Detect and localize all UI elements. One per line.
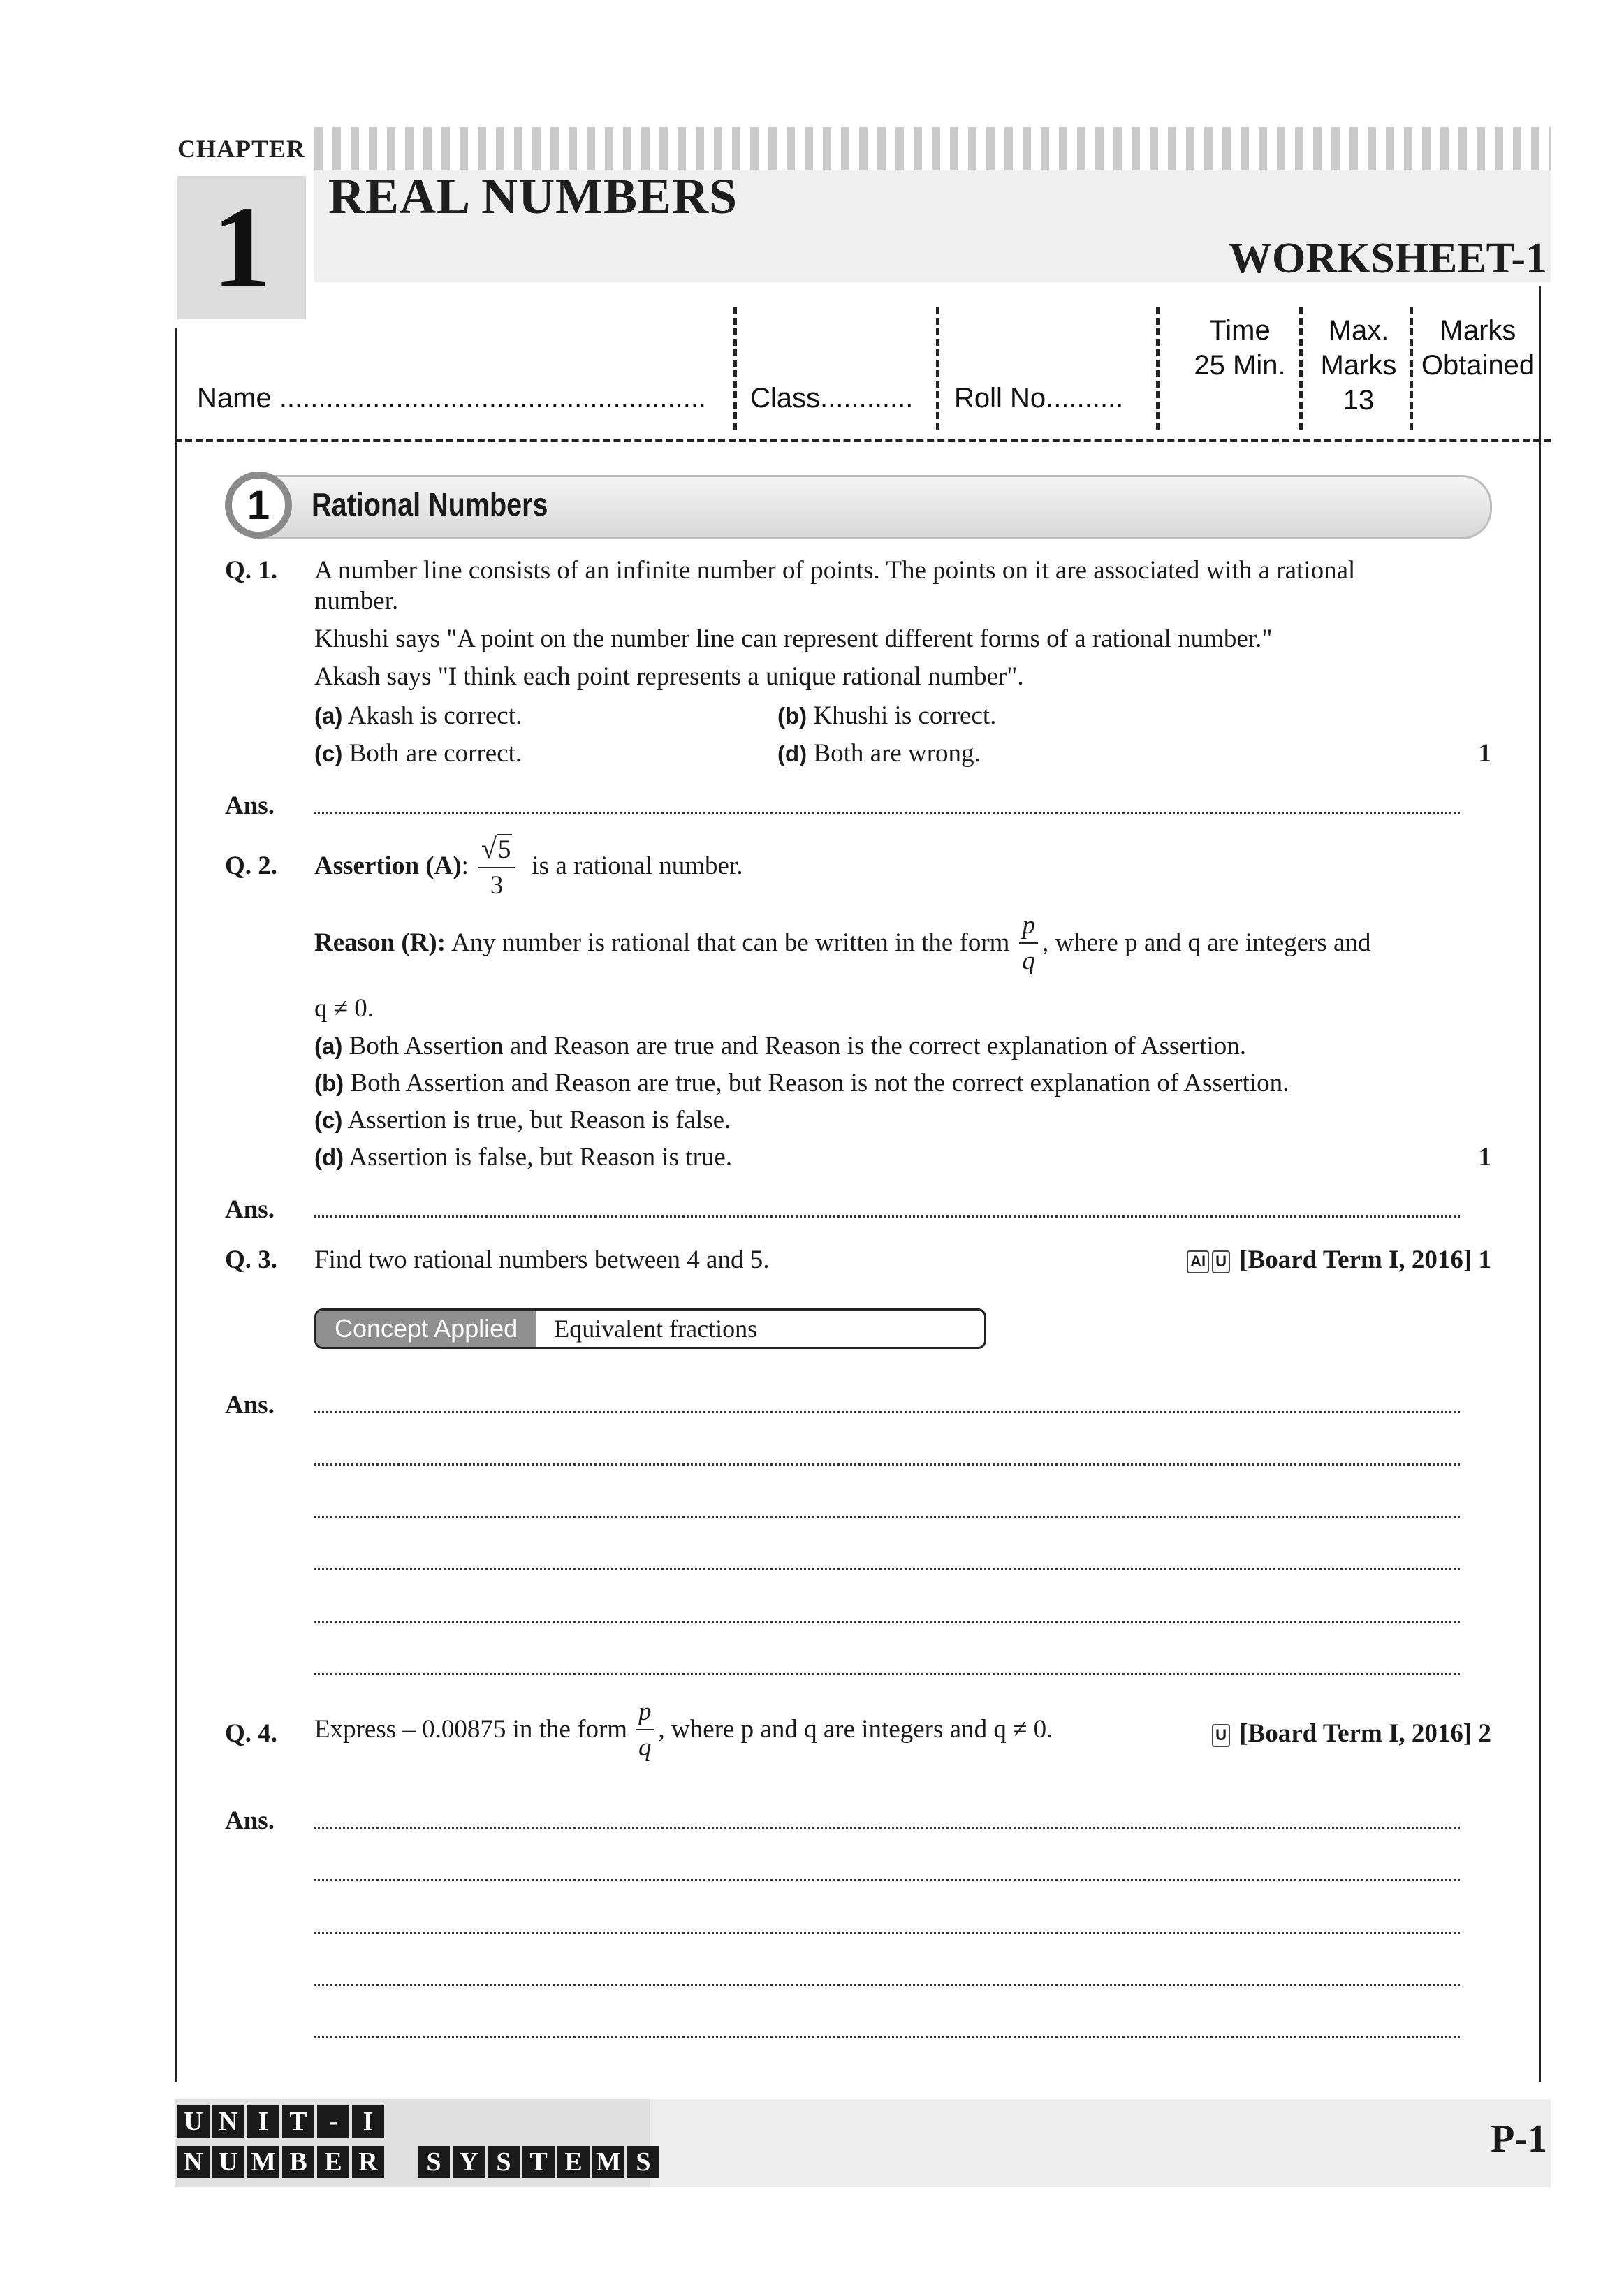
q2-assertion: Assertion (A) : $\frac{√5}{3}$ is a rational number. [314,833,743,900]
q1-option-d[interactable] [777,738,981,769]
reason-label: Reason (R): [314,928,446,957]
q4-board: [Board Term I, 2016] 2 [1239,1719,1491,1748]
max-label: Max. [1328,315,1389,346]
u-tag-icon: U [1212,1724,1230,1747]
option-text: Both Assertion and Reason are true, but Reason is not the correct explanation of Assertion. [350,1069,1289,1097]
option-letter: (c) [314,740,343,766]
option-text: Assertion is false, but Reason is true. [349,1143,733,1171]
q1-option-c[interactable] [314,738,522,769]
q3-board: [Board Term I, 2016] 1 [1239,1246,1491,1274]
footer-letter: N [177,2146,210,2178]
q1-option-b[interactable] [777,701,996,731]
ai-tag-icon: AI [1187,1250,1209,1273]
divider [1156,307,1160,430]
marks-obtained-cell[interactable] [1415,313,1541,383]
section-title: Rational Numbers [312,486,548,523]
divider [733,307,737,430]
footer-letter: N [212,2105,244,2138]
sqrt-radicand: 5 [497,835,511,864]
footer-letter: M [592,2146,624,2178]
class-field[interactable]: Class............ [750,383,914,414]
divider [1299,307,1303,430]
q4-label: Q. 4. [225,1719,278,1748]
q3-ans-label: Ans. [225,1391,275,1419]
q2-label: Q. 2. [225,852,278,880]
obtained-label: Marks [1440,315,1516,346]
reason-fraction [1019,912,1038,974]
time-value: 25 Min. [1194,350,1286,381]
footer-letter: R [352,2146,384,2178]
option-letter: (b) [777,703,807,729]
answer-line[interactable] [314,1463,1460,1466]
q3-board-ref [1187,1245,1491,1276]
option-letter: (b) [314,1070,344,1096]
option-letter: (d) [314,1144,344,1170]
footer-letter: E [557,2146,590,2178]
answer-line[interactable] [314,1215,1460,1218]
footer-letter: I [247,2105,279,2138]
footer-letter: M [247,2146,279,2178]
u-tag-icon: U [1212,1250,1230,1273]
q2-option-a[interactable] [314,1031,1246,1062]
q4-board-ref [1212,1718,1491,1749]
q1-label: Q. 1. [225,556,278,585]
frac-num: p [638,1698,652,1726]
q3-label: Q. 3. [225,1246,278,1274]
q1-line3: Khushi says "A point on the number line can represent different forms of a rational number." [314,625,1273,653]
assertion-text: is a rational number. [532,852,743,881]
answer-line[interactable] [314,1932,1460,1934]
max-marks-cell [1306,313,1411,418]
roll-field[interactable]: Roll No.......... [954,383,1124,414]
frac-num: p [1022,911,1035,940]
q4-fraction [636,1699,654,1760]
q2-option-b[interactable] [314,1068,1289,1099]
answer-line[interactable] [314,1827,1460,1829]
option-letter: (a) [314,703,343,729]
worksheet-title: WORKSHEET-1 [1229,235,1547,282]
footer-letter: S [627,2146,659,2178]
unit-name [177,2146,662,2178]
q2-option-c[interactable] [314,1105,731,1136]
footer-letter: S [418,2146,450,2178]
max-value: 13 [1343,385,1375,416]
frac-den: q [638,1733,652,1762]
option-text: Both Assertion and Reason are true and Reason is the correct explanation of Assertion. [349,1032,1246,1060]
footer-letter: U [177,2105,210,2138]
option-text: Assertion is true, but Reason is false. [347,1106,731,1134]
name-field[interactable]: Name ....................................................... [197,383,707,414]
divider [936,307,939,430]
option-text: Akash is correct. [347,701,522,730]
option-letter: (d) [777,740,807,766]
header-stripe [314,127,1551,170]
unit-name-word-2 [418,2146,662,2178]
concept-label: Concept Applied [316,1311,536,1347]
answer-line[interactable] [314,1621,1460,1623]
option-text: Both are wrong. [813,739,981,768]
reason-text: Any number is rational that can be written in the form [451,928,1010,957]
q4-text-post: , where p and q are integers and q ≠ 0. [658,1714,1053,1744]
footer-letter: Y [453,2146,485,2178]
reason-tail: , where p and q are integers and [1041,928,1371,957]
answer-line[interactable] [314,2036,1460,2038]
unit-label [177,2105,387,2138]
frac-den: q [1022,947,1035,975]
q1-ans-label: Ans. [225,791,275,820]
footer-letter: I [352,2105,384,2138]
option-text: Khushi is correct. [813,701,997,730]
chapter-number: 1 [212,182,271,312]
chapter-title: REAL NUMBERS [328,168,738,224]
footer-letter: T [282,2105,314,2138]
q4-text-pre: Express – 0.00875 in the form [314,1714,628,1744]
unit-name-word-1 [177,2146,387,2178]
section-number: 1 [225,472,292,539]
time-label: Time [1209,315,1271,346]
option-letter: (c) [314,1107,343,1133]
info-divider-line [175,439,1551,442]
answer-line[interactable] [314,1879,1460,1881]
obtained-label-2: Obtained [1421,350,1535,381]
concept-value: Equivalent fractions [554,1315,758,1343]
option-text: Both are correct. [349,739,522,768]
answer-line[interactable] [314,1411,1460,1413]
chapter-label: CHAPTER [177,135,306,163]
footer-letter: E [317,2146,349,2178]
q1-marks: 1 [1478,739,1491,768]
q3-text: Find two rational numbers between 4 and 5. [314,1246,770,1274]
q2-marks: 1 [1478,1143,1491,1171]
answer-line[interactable] [314,812,1460,814]
time-cell [1180,313,1299,383]
sqrt-icon: √ [481,833,497,864]
max-label-2: Marks [1320,350,1397,381]
page-number: P-1 [1491,2117,1547,2161]
q2-ans-label: Ans. [225,1195,275,1224]
q4-ans-label: Ans. [225,1806,275,1835]
q2-option-d[interactable] [314,1142,732,1173]
q2-reason [314,912,1495,974]
answer-line[interactable] [314,1568,1460,1570]
option-letter: (a) [314,1033,343,1059]
divider [1410,307,1413,430]
footer-letter: T [522,2146,555,2178]
q1-line2: number. [314,587,399,616]
q2-reason-line2: q ≠ 0. [314,994,374,1023]
concept-applied-box [314,1308,986,1349]
answer-line[interactable] [314,1516,1460,1518]
footer-letter: - [317,2105,349,2138]
assertion-label: Assertion (A) [314,852,462,881]
assertion-denominator: 3 [490,871,504,900]
footer-letter: U [212,2146,244,2178]
footer-letter: B [282,2146,314,2178]
left-border [175,328,177,2082]
q1-text [314,555,1502,618]
footer-letter: S [488,2146,520,2178]
answer-line[interactable] [314,1984,1460,1986]
q1-line4: Akash says "I think each point represents a unique rational number". [314,662,1024,691]
q1-option-a[interactable] [314,701,522,731]
assertion-fraction [478,835,515,898]
right-border [1539,286,1541,2082]
answer-line[interactable] [314,1673,1460,1675]
q4-text [314,1699,1053,1760]
q1-line1: A number line consists of an infinite number of points. The points on it are associated with a rational [314,556,1356,585]
